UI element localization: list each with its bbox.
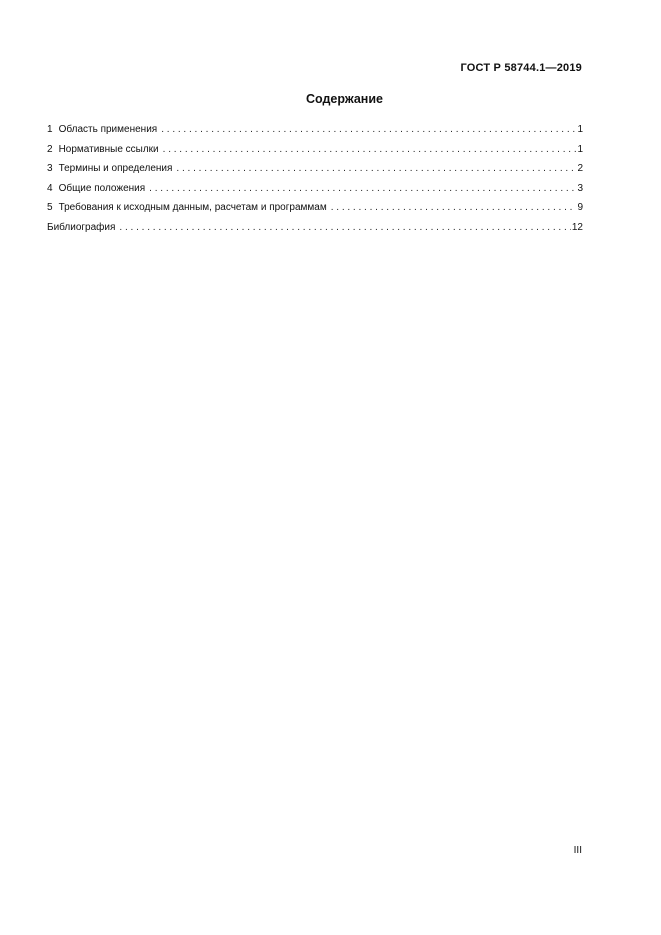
toc-entry-number: 1 bbox=[47, 124, 53, 135]
toc-entry-label: Требования к исходным данным, расчетам и программам bbox=[58, 202, 327, 213]
toc-leader-dots bbox=[172, 163, 576, 174]
toc-entry[interactable] bbox=[47, 183, 583, 203]
page-number: III bbox=[573, 845, 582, 856]
table-of-contents bbox=[47, 124, 583, 241]
toc-entry[interactable] bbox=[47, 144, 583, 164]
toc-entry-label: Термины и определения bbox=[58, 163, 173, 174]
toc-entry[interactable] bbox=[47, 124, 583, 144]
toc-leader-dots bbox=[115, 222, 570, 233]
toc-entry-page: 12 bbox=[571, 221, 583, 233]
toc-entry-number: 2 bbox=[47, 143, 53, 155]
toc-leader-dots bbox=[157, 124, 576, 135]
toc-entry-number: 4 bbox=[47, 182, 53, 194]
toc-entry-page: 1 bbox=[577, 143, 583, 155]
toc-entry-label: Область применения bbox=[58, 124, 158, 135]
document-code: ГОСТ Р 58744.1—2019 bbox=[460, 62, 582, 74]
toc-entry-page: 1 bbox=[577, 124, 583, 135]
toc-leader-dots bbox=[327, 202, 577, 213]
toc-entry[interactable] bbox=[47, 202, 583, 222]
toc-entry-number: 3 bbox=[47, 163, 53, 174]
toc-title: Содержание bbox=[305, 92, 383, 106]
toc-entry[interactable] bbox=[47, 222, 583, 242]
toc-entry-label: Общие положения bbox=[58, 182, 146, 194]
toc-entry-label: Нормативные ссылки bbox=[58, 143, 159, 155]
toc-entry-page: 9 bbox=[577, 202, 583, 213]
toc-leader-dots bbox=[159, 144, 577, 155]
toc-entry-page: 2 bbox=[577, 163, 583, 174]
toc-entry[interactable] bbox=[47, 163, 583, 183]
toc-entry-page: 3 bbox=[577, 182, 583, 194]
toc-entry-label: Библиография bbox=[47, 221, 116, 233]
toc-leader-dots bbox=[145, 183, 576, 194]
toc-entry-number: 5 bbox=[47, 202, 53, 213]
